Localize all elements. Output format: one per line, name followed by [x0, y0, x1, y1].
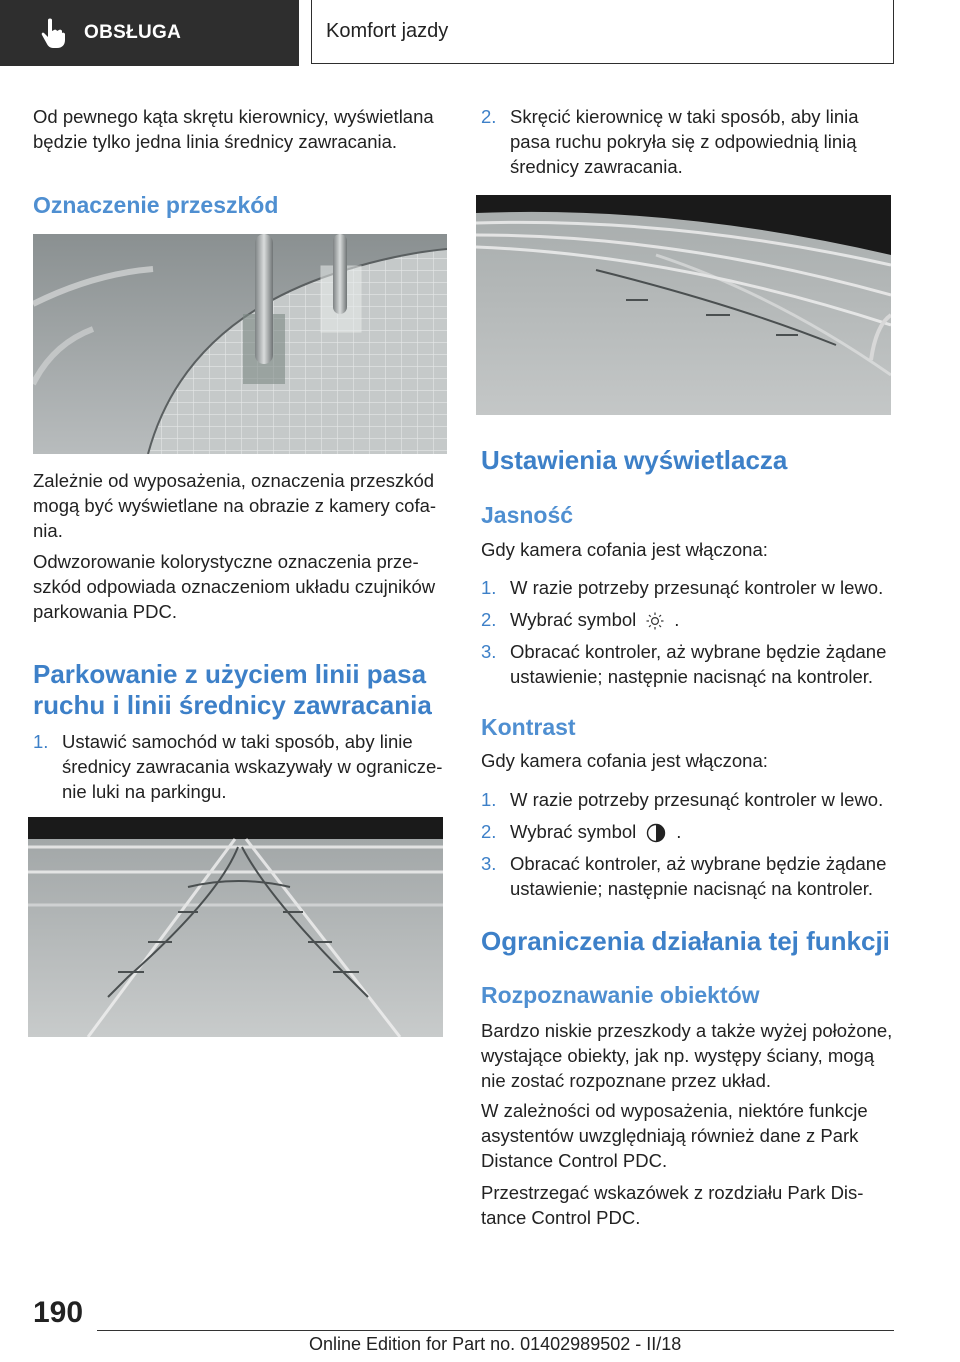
step-number: 2. — [481, 821, 497, 842]
obstacle-paragraph-1: Zależnie od wyposażenia, oznaczenia przeszkód mogą być wyświetlane na obrazie z kamery cofania. — [33, 470, 437, 541]
list-item — [481, 819, 896, 844]
limits-heading: Ograniczenia działania tej funkcji — [481, 926, 890, 956]
list-item — [481, 104, 896, 179]
step-text-end: . — [674, 609, 680, 630]
hand-pointer-icon — [40, 18, 66, 48]
parking-heading-line-1: Parkowanie z użyciem linii pasa — [33, 659, 427, 689]
step-text: Ustawić samochód w taki sposób, aby linie średnicy zawracania wskazywały w ograniczenie luki na parkingu. — [62, 731, 443, 802]
brightness-heading: Jasność — [481, 502, 574, 528]
parking-heading — [33, 659, 451, 721]
parking-steps-list — [33, 729, 451, 804]
step-text: Wybrać symbol — [510, 609, 637, 630]
objects-paragraph-2: W zależności od wyposażenia, niektóre funkcje asystentów uwzględniają również dane z Park Distance Control PDC. — [481, 1100, 868, 1171]
contrast-steps-list — [481, 787, 896, 901]
step-number: 2. — [481, 106, 497, 127]
footer-divider — [97, 1330, 894, 1331]
list-item — [481, 607, 896, 632]
obstacle-heading: Oznaczenie przeszkód — [33, 192, 279, 218]
sun-icon — [646, 612, 664, 630]
obstacle-paragraph-2: Odwzorowanie kolorystyczne oznaczenia przeszkód odpowiada oznaczeniom układu czujników parkowania PDC. — [33, 551, 436, 622]
objects-paragraph-1: Bardzo niskie przeszkody a także wyżej położone, wystające obiekty, jak np. występy ściany, mogą nie zostać rozpoznane przez układ. — [481, 1020, 893, 1091]
step-text-end: . — [676, 821, 682, 842]
intro-paragraph: Od pewnego kąta skrętu kierownicy, wyświetlana będzie tylko jedna linia średnicy zawracania. — [33, 106, 434, 152]
step-text: W razie potrzeby przesunąć kontroler w lewo. — [510, 577, 884, 598]
object-detection-heading: Rozpoznawanie obiektów — [481, 982, 760, 1008]
section-tab — [0, 0, 299, 66]
step-number: 3. — [481, 641, 497, 662]
list-item — [33, 729, 451, 804]
section-label: OBSŁUGA — [84, 22, 182, 43]
edition-note: Online Edition for Part no. 01402989502 - II/18 — [309, 1334, 682, 1354]
list-item — [481, 851, 896, 901]
display-settings-heading: Ustawienia wyświetlacza — [481, 445, 788, 475]
steering-steps-list — [481, 104, 896, 179]
step-number: 3. — [481, 853, 497, 874]
contrast-heading: Kontrast — [481, 714, 576, 740]
page-number: 190 — [33, 1296, 84, 1329]
obstacle-marking-image — [33, 234, 447, 454]
brightness-intro: Gdy kamera cofania jest włączona: — [481, 539, 768, 560]
step-text: Obracać kontroler, aż wybrane będzie żądane ustawienie; następnie nacisnąć na kontroler. — [510, 853, 887, 899]
parking-heading-line-2: ruchu i linii średnicy zawracania — [33, 690, 432, 720]
contrast-intro: Gdy kamera cofania jest włączona: — [481, 750, 768, 771]
step-number: 1. — [481, 577, 497, 598]
objects-paragraph-3: Przestrzegać wskazówek z rozdziału Park Distance Control PDC. — [481, 1182, 864, 1228]
step-number: 1. — [33, 731, 49, 752]
list-item — [481, 575, 896, 600]
step-text: Obracać kontroler, aż wybrane będzie żądane ustawienie; następnie nacisnąć na kontroler. — [510, 641, 887, 687]
lane-line-image — [476, 195, 891, 415]
chapter-tab — [311, 0, 894, 64]
chapter-label: Komfort jazdy — [326, 20, 449, 42]
contrast-icon — [646, 823, 666, 843]
list-item — [481, 639, 896, 689]
step-number: 2. — [481, 609, 497, 630]
step-text: Skręcić kierownicę w taki sposób, aby linia pasa ruchu pokryła się z odpowiednią linią średnicy zawracania. — [510, 106, 859, 177]
list-item — [481, 787, 896, 812]
step-text: Wybrać symbol — [510, 821, 637, 842]
brightness-steps-list — [481, 575, 896, 689]
step-number: 1. — [481, 789, 497, 810]
step-text: W razie potrzeby przesunąć kontroler w lewo. — [510, 789, 884, 810]
turning-circle-image — [28, 817, 443, 1037]
